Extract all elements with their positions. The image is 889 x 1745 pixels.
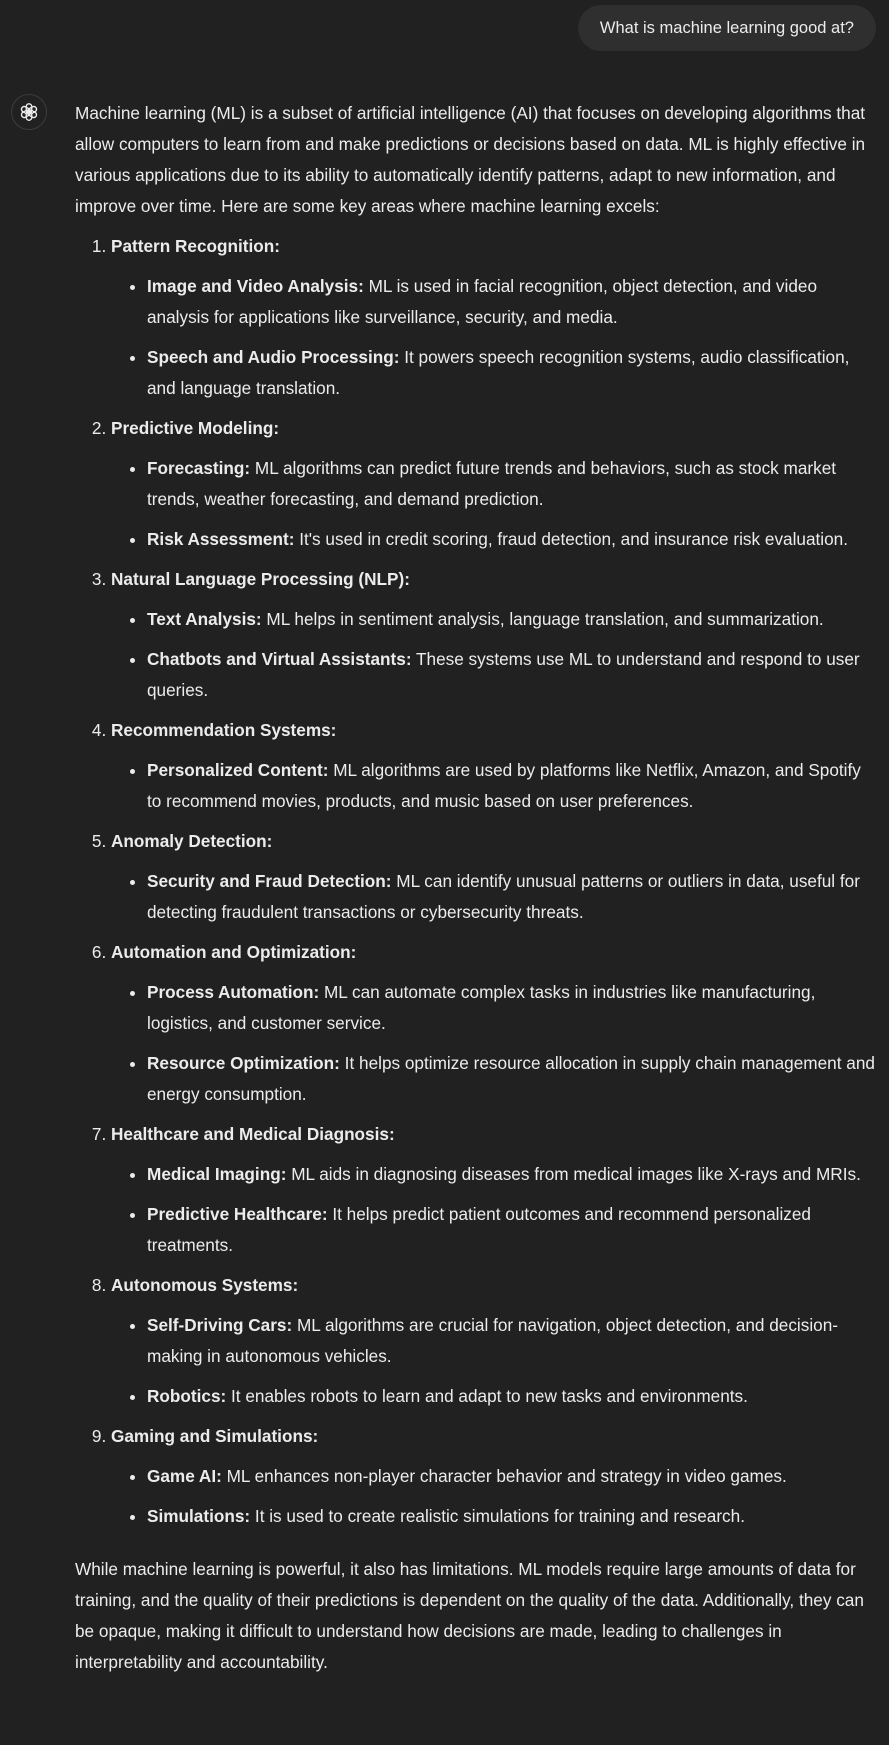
sub-list (111, 1461, 875, 1532)
item-text: It helps predict patient outcomes and recommend personalized treatments. (147, 1204, 811, 1255)
ml-strengths-list (75, 231, 875, 1532)
item-term: Robotics: (147, 1386, 227, 1406)
sub-list-item (147, 755, 875, 817)
sub-list-item (147, 271, 875, 333)
section-title: 9. Gaming and Simulations: (111, 1426, 319, 1446)
sub-list (111, 271, 875, 404)
sub-list-item (147, 1159, 875, 1190)
item-term: Self-Driving Cars: (147, 1315, 293, 1335)
section-title: 8. Autonomous Systems: (111, 1275, 299, 1295)
sub-list-item (147, 1048, 875, 1110)
section-title: 6. Automation and Optimization: (111, 942, 357, 962)
item-term: Forecasting: (147, 458, 251, 478)
section-title: 2. Predictive Modeling: (111, 418, 280, 438)
assistant-avatar (11, 94, 47, 130)
sub-list-item (147, 977, 875, 1039)
item-term: Process Automation: (147, 982, 320, 1002)
sub-list-item (147, 644, 875, 706)
sub-list-item (147, 1381, 875, 1412)
sub-list-item (147, 604, 875, 635)
list-item-predictive-modeling (111, 413, 875, 555)
assistant-message (75, 98, 875, 1678)
sub-list (111, 977, 875, 1110)
user-message-row (578, 5, 876, 51)
item-term: Speech and Audio Processing: (147, 347, 400, 367)
item-term: Predictive Healthcare: (147, 1204, 328, 1224)
sub-list (111, 1310, 875, 1412)
sub-list-item (147, 524, 875, 555)
item-text: ML enhances non-player character behavior and strategy in video games. (221, 1466, 787, 1486)
list-item-autonomous-systems (111, 1270, 875, 1412)
section-title: 7. Healthcare and Medical Diagnosis: (111, 1124, 395, 1144)
item-text: ML is used in facial recognition, object detection, and video analysis for applications like surveillance, security, and media. (147, 276, 818, 327)
section-title: 3. Natural Language Processing (NLP): (111, 569, 410, 589)
item-term: Game AI: (147, 1466, 222, 1486)
sub-list (111, 1159, 875, 1261)
item-text: It's used in credit scoring, fraud detection, and insurance risk evaluation. (294, 529, 849, 549)
sub-list-item (147, 866, 875, 928)
item-term: Chatbots and Virtual Assistants: (147, 649, 412, 669)
sub-list (111, 866, 875, 928)
item-text: ML algorithms are used by platforms like Netflix, Amazon, and Spotify to recommend movies, products, and music based on user preferences. (147, 760, 861, 811)
item-text: ML algorithms can predict future trends and behaviors, such as stock market trends, weather forecasting, and demand prediction. (147, 458, 837, 509)
sub-list (111, 604, 875, 706)
sub-list-item (147, 1501, 875, 1532)
list-item-pattern-recognition (111, 231, 875, 404)
section-title: 4. Recommendation Systems: (111, 720, 337, 740)
item-text: ML algorithms are crucial for navigation, object detection, and decision-making in autonomous vehicles. (147, 1315, 839, 1366)
section-title: 1. Pattern Recognition: (111, 236, 281, 256)
list-item-healthcare (111, 1119, 875, 1261)
item-text: It is used to create realistic simulations for training and research. (250, 1506, 745, 1526)
item-term: Text Analysis: (147, 609, 262, 629)
item-text: ML helps in sentiment analysis, language translation, and summarization. (261, 609, 824, 629)
list-item-recommendation-systems (111, 715, 875, 817)
item-term: Security and Fraud Detection: (147, 871, 392, 891)
sub-list-item (147, 342, 875, 404)
item-text: ML can identify unusual patterns or outliers in data, useful for detecting fraudulent transactions or cybersecurity threats. (147, 871, 860, 922)
item-text: These systems use ML to understand and respond to user queries. (147, 649, 860, 700)
item-text: It helps optimize resource allocation in supply chain management and energy consumption. (147, 1053, 875, 1104)
sub-list-item (147, 453, 875, 515)
sub-list (111, 755, 875, 817)
sub-list-item (147, 1199, 875, 1261)
sub-list (111, 453, 875, 555)
item-text: ML can automate complex tasks in industries like manufacturing, logistics, and customer service. (147, 982, 816, 1033)
assistant-intro: Machine learning (ML) is a subset of artificial intelligence (AI) that focuses on developing algorithms that allow computers to learn from and make predictions or decisions based on data. ML is highly effective in various applications due to its ability to automatically identify patterns, adapt to new information, and improve over time. Here are some key areas where machine learning excels: (75, 103, 866, 216)
assistant-closing: While machine learning is powerful, it also has limitations. ML models require large amounts of data for training, and the quality of their predictions is dependent on the quality of the data. Additionally, they can be opaque, making it difficult to understand how decisions are made, leading to challenges in interpretability and accountability. (75, 1559, 864, 1672)
list-item-gaming (111, 1421, 875, 1532)
list-item-automation (111, 937, 875, 1110)
openai-logo-icon (18, 101, 40, 123)
item-text: It powers speech recognition systems, audio classification, and language translation. (147, 347, 850, 398)
item-text: ML aids in diagnosing diseases from medical images like X-rays and MRIs. (286, 1164, 861, 1184)
list-item-anomaly-detection (111, 826, 875, 928)
item-term: Simulations: (147, 1506, 251, 1526)
item-term: Personalized Content: (147, 760, 329, 780)
sub-list-item (147, 1310, 875, 1372)
item-term: Image and Video Analysis: (147, 276, 364, 296)
item-term: Resource Optimization: (147, 1053, 340, 1073)
item-text: It enables robots to learn and adapt to new tasks and environments. (226, 1386, 748, 1406)
list-item-nlp (111, 564, 875, 706)
sub-list-item (147, 1461, 875, 1492)
item-term: Medical Imaging: (147, 1164, 287, 1184)
section-title: 5. Anomaly Detection: (111, 831, 273, 851)
item-term: Risk Assessment: (147, 529, 295, 549)
user-message-bubble: What is machine learning good at? (578, 5, 876, 51)
